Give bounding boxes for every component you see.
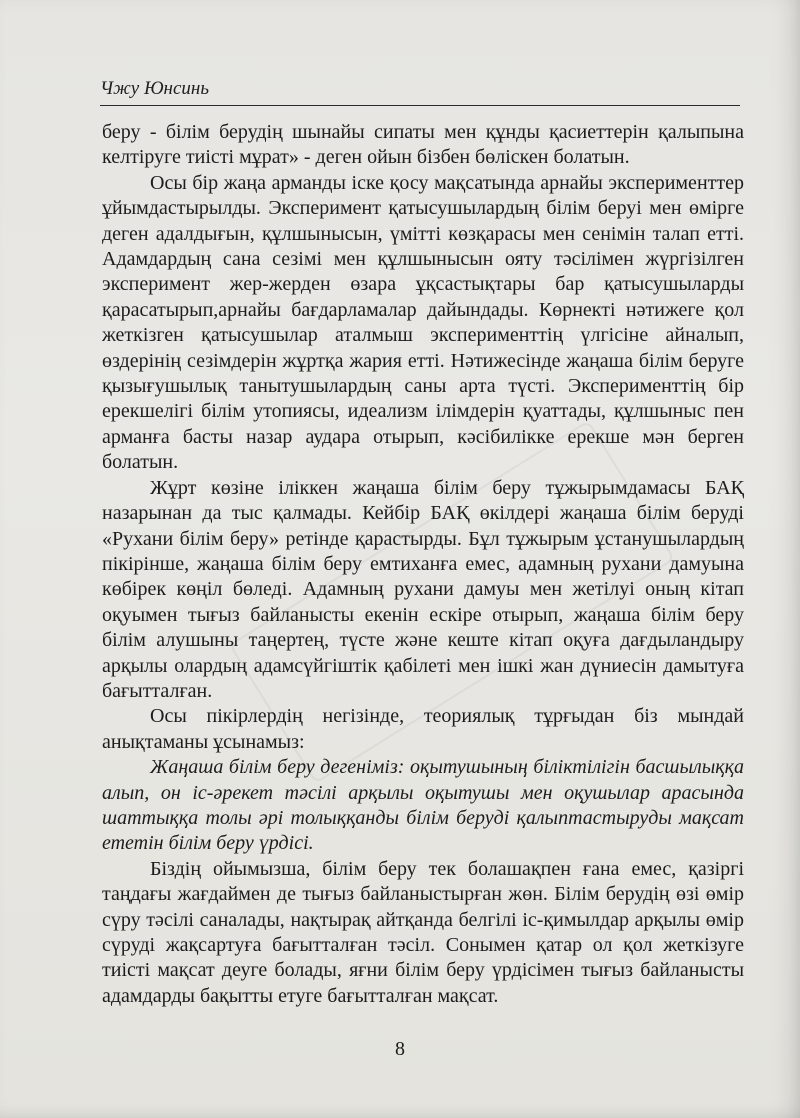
body-text <box>102 120 744 1009</box>
paragraph: Біздің ойымызша, білім беру тек болашақпен ғана емес, қазіргі таңдағы жағдаймен де тығыз байланыстырған жөн. Білім берудің өзі өмір сүру тәсілі саналады, нақтырақ айтқанда белгілі іс-қимылдар арқылы өмір сүруді жақсартуға бағытталған тәсіл. Сонымен қатар ол қол жеткізуге тиісті мақсат деуге болады, яғни білім беру үрдісімен тығыз байланысты адамдарды бақытты етуге бағытталған мақсат. <box>102 857 744 1007</box>
header-rule <box>100 105 740 106</box>
page-number: 8 <box>395 1038 405 1060</box>
paragraph-continuation: беру - білім берудің шынайы сипаты мен құнды қасиеттерін қалыпына келтіруге тиісті мұрат» - деген ойын бізбен бөліскен болатын. <box>102 121 744 169</box>
definition-paragraph: Жаңаша білім беру дегеніміз: оқытушының біліктілігін басшылыққа алып, он іс-әрекет тәсілі арқылы оқытушы мен оқушылар арасында шаттыққа толы әрі толыққанды білім беруді қалыптастыруды мақсат ететін білім беру үрдісі. <box>102 756 744 855</box>
paragraph: Осы пікірлердің негізінде, теориялық тұрғыдан біз мындай анықтаманы ұсынамыз: <box>102 705 744 753</box>
paragraph: Жұрт көзіне іліккен жаңаша білім беру тұжырымдамасы БАҚ назарынан да тыс қалмады. Кейбір БАҚ өкілдері жаңаша білім беруді «Рухани білім беру» ретінде қарастырды. Бұл тұжырым ұстанушылардың пікірінше, жаңаша білім беру емтиханға емес, адамның рухани дамуына көбірек көңіл бөледі. Адамның рухани дамуы мен жетілуі оның кітап оқуымен тығыз байланысты екенін ескіре отырып, жаңаша білім беру білім алушыны таңертең, түсте және кеште кітап оқуға дағдыландыру арқылы олардың адамсүйгіштік қабілеті мен ішкі жан дүниесін дамытуға бағытталған. <box>102 476 744 702</box>
running-header: Чжу Юнсинь <box>100 78 209 99</box>
paragraph: Осы бір жаңа арманды іске қосу мақсатында арнайы эксперименттер ұйымдастырылды. Эксперимент қатысушылардың білім беруі мен өмірге деген адалдығын, құлшынысын, үмітті көзқарасы мен сенімін талап етті. Адамдардың сана сезімі мен құлшынысын ояту тәсілімен жүргізілген эксперимент жер-жерден өзара ұқсастықтары бар қатысушыларды қарасатырып,арнайы бағдарламалар дайындады. Көрнекті нәтижеге қол жеткізген қатысушылар аталмыш эксперименттің үлгісіне айналып, өздерінің сезімдерін жұртқа жария етті. Нәтижесінде жаңаша білім беруге қызығушылық танытушылардың саны арта түсті. Эксперименттің бір ерекшелігі білім утопиясы, идеализм ілімдерін қуаттады, құлшыныс пен арманға басты назар аудара отырып, кәсібилікке ерекше мән берген болатын. <box>102 171 744 474</box>
